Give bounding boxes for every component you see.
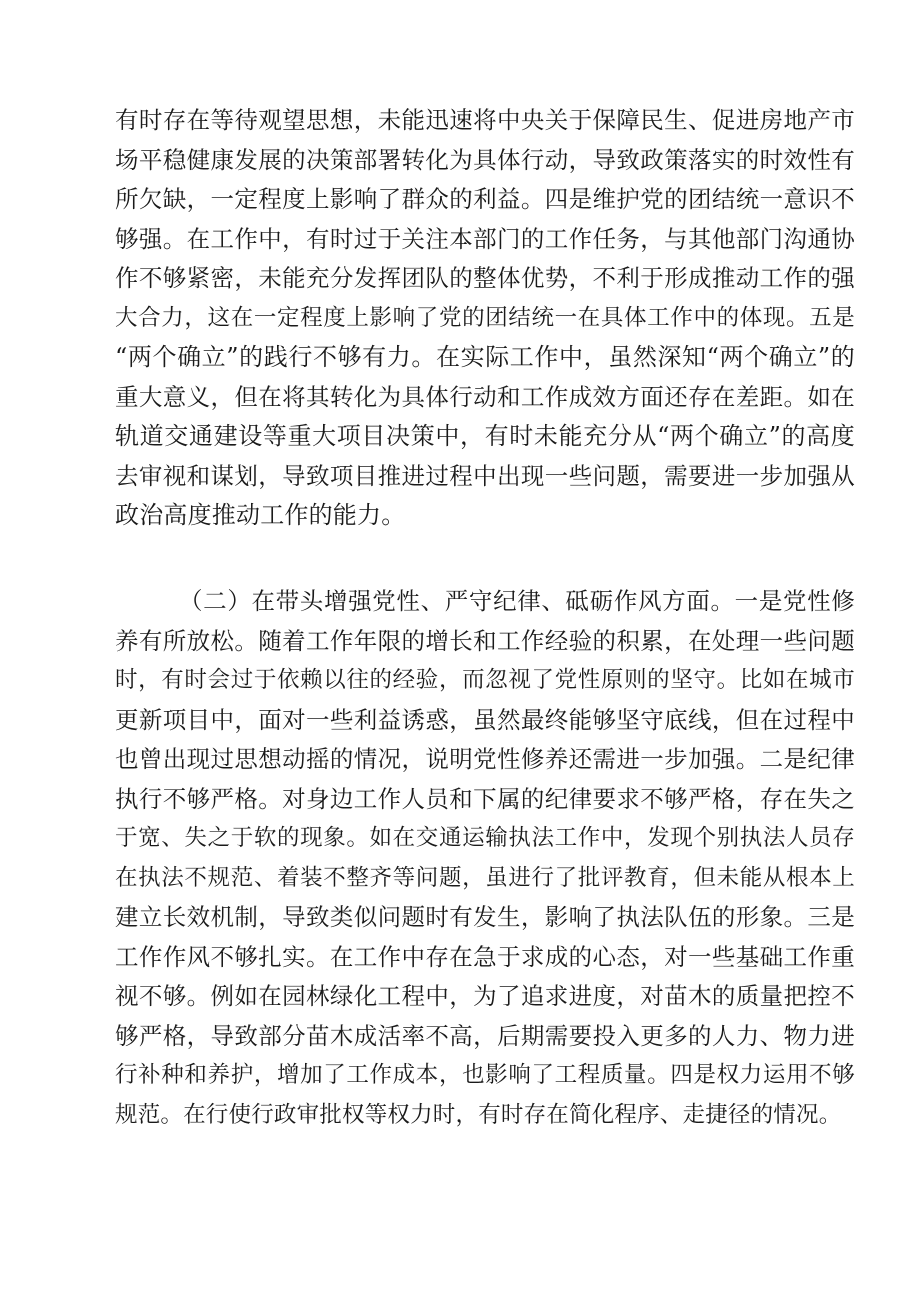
paragraph-line: “两个确立”的践行不够有力。在实际工作中，虽然深知“两个确立”的 xyxy=(115,343,855,371)
paragraph-line: 有时存在等待观望思想，未能迅速将中央关于保障民生、促进房地产市 xyxy=(115,106,855,134)
paragraph-line: 政治高度推动工作的能力。 xyxy=(115,501,406,529)
paragraph-line: 够严格，导致部分苗木成活率不高，后期需要投入更多的人力、物力进 xyxy=(115,1021,855,1050)
paragraph-line: 执行不够严格。对身边工作人员和下属的纪律要求不够严格，存在失之 xyxy=(115,784,855,813)
paragraph-1 xyxy=(115,101,855,536)
paragraph-line: 时，有时会过于依赖以往的经验，而忽视了党性原则的坚守。比如在城市 xyxy=(115,667,855,693)
paragraph-line: 够强。在工作中，有时过于关注本部门的工作任务，与其他部门沟通协 xyxy=(115,224,855,253)
paragraph-line: 工作作风不够扎实。在工作中存在急于求成的心态，对一些基础工作重 xyxy=(115,942,855,971)
paragraph-line: 大合力，这在一定程度上影响了党的团结统一在具体工作中的体现。五是 xyxy=(115,304,855,331)
paragraph-2 xyxy=(115,582,855,1135)
paragraph-line: 于宽、失之于软的现象。如在交通运输执法工作中，发现个别执法人员存 xyxy=(115,825,855,851)
paragraph-line: 更新项目中，面对一些利益诱惑，虽然最终能够坚守底线，但在过程中 xyxy=(115,705,855,734)
paragraph-line: 场平稳健康发展的决策部署转化为具体行动，导致政策落实的时效性有 xyxy=(115,145,855,174)
paragraph-line: 养有所放松。随着工作年限的增长和工作经验的积累，在处理一些问题 xyxy=(115,626,855,655)
paragraph-line: 建立长效机制，导致类似问题时有发生，影响了执法队伍的形象。三是 xyxy=(115,903,855,931)
paragraph-line: 轨道交通建设等重大项目决策中，有时未能充分从“两个确立”的高度 xyxy=(115,422,855,450)
paragraph-line: 重大意义，但在将其转化为具体行动和工作成效方面还存在差距。如在 xyxy=(115,382,855,411)
paragraph-line: 也曾出现过思想动摇的情况，说明党性修养还需进一步加强。二是纪律 xyxy=(115,745,855,773)
paragraph-line: （二）在带头增强党性、严守纪律、砥砺作风方面。一是党性修 xyxy=(179,587,855,615)
paragraph-line: 视不够。例如在园林绿化工程中，为了追求进度，对苗木的质量把控不 xyxy=(115,982,855,1010)
paragraph-line: 在执法不规范、着装不整齐等问题，虽进行了批评教育，但未能从根本上 xyxy=(115,864,855,891)
paragraph-line: 所欠缺，一定程度上影响了群众的利益。四是维护党的团结统一意识不 xyxy=(115,185,855,213)
paragraph-line: 规范。在行使行政审批权等权力时，有时存在简化程序、走捷径的情况。 xyxy=(115,1101,842,1128)
paragraph-line: 行补种和养护，增加了工作成本，也影响了工程质量。四是权力运用不够 xyxy=(115,1062,855,1088)
paragraph-line: 作不够紧密，未能充分发挥团队的整体优势，不利于形成推动工作的强 xyxy=(115,264,855,292)
paragraph-line: 去审视和谋划，导致项目推进过程中出现一些问题，需要进一步加强从 xyxy=(115,461,855,490)
